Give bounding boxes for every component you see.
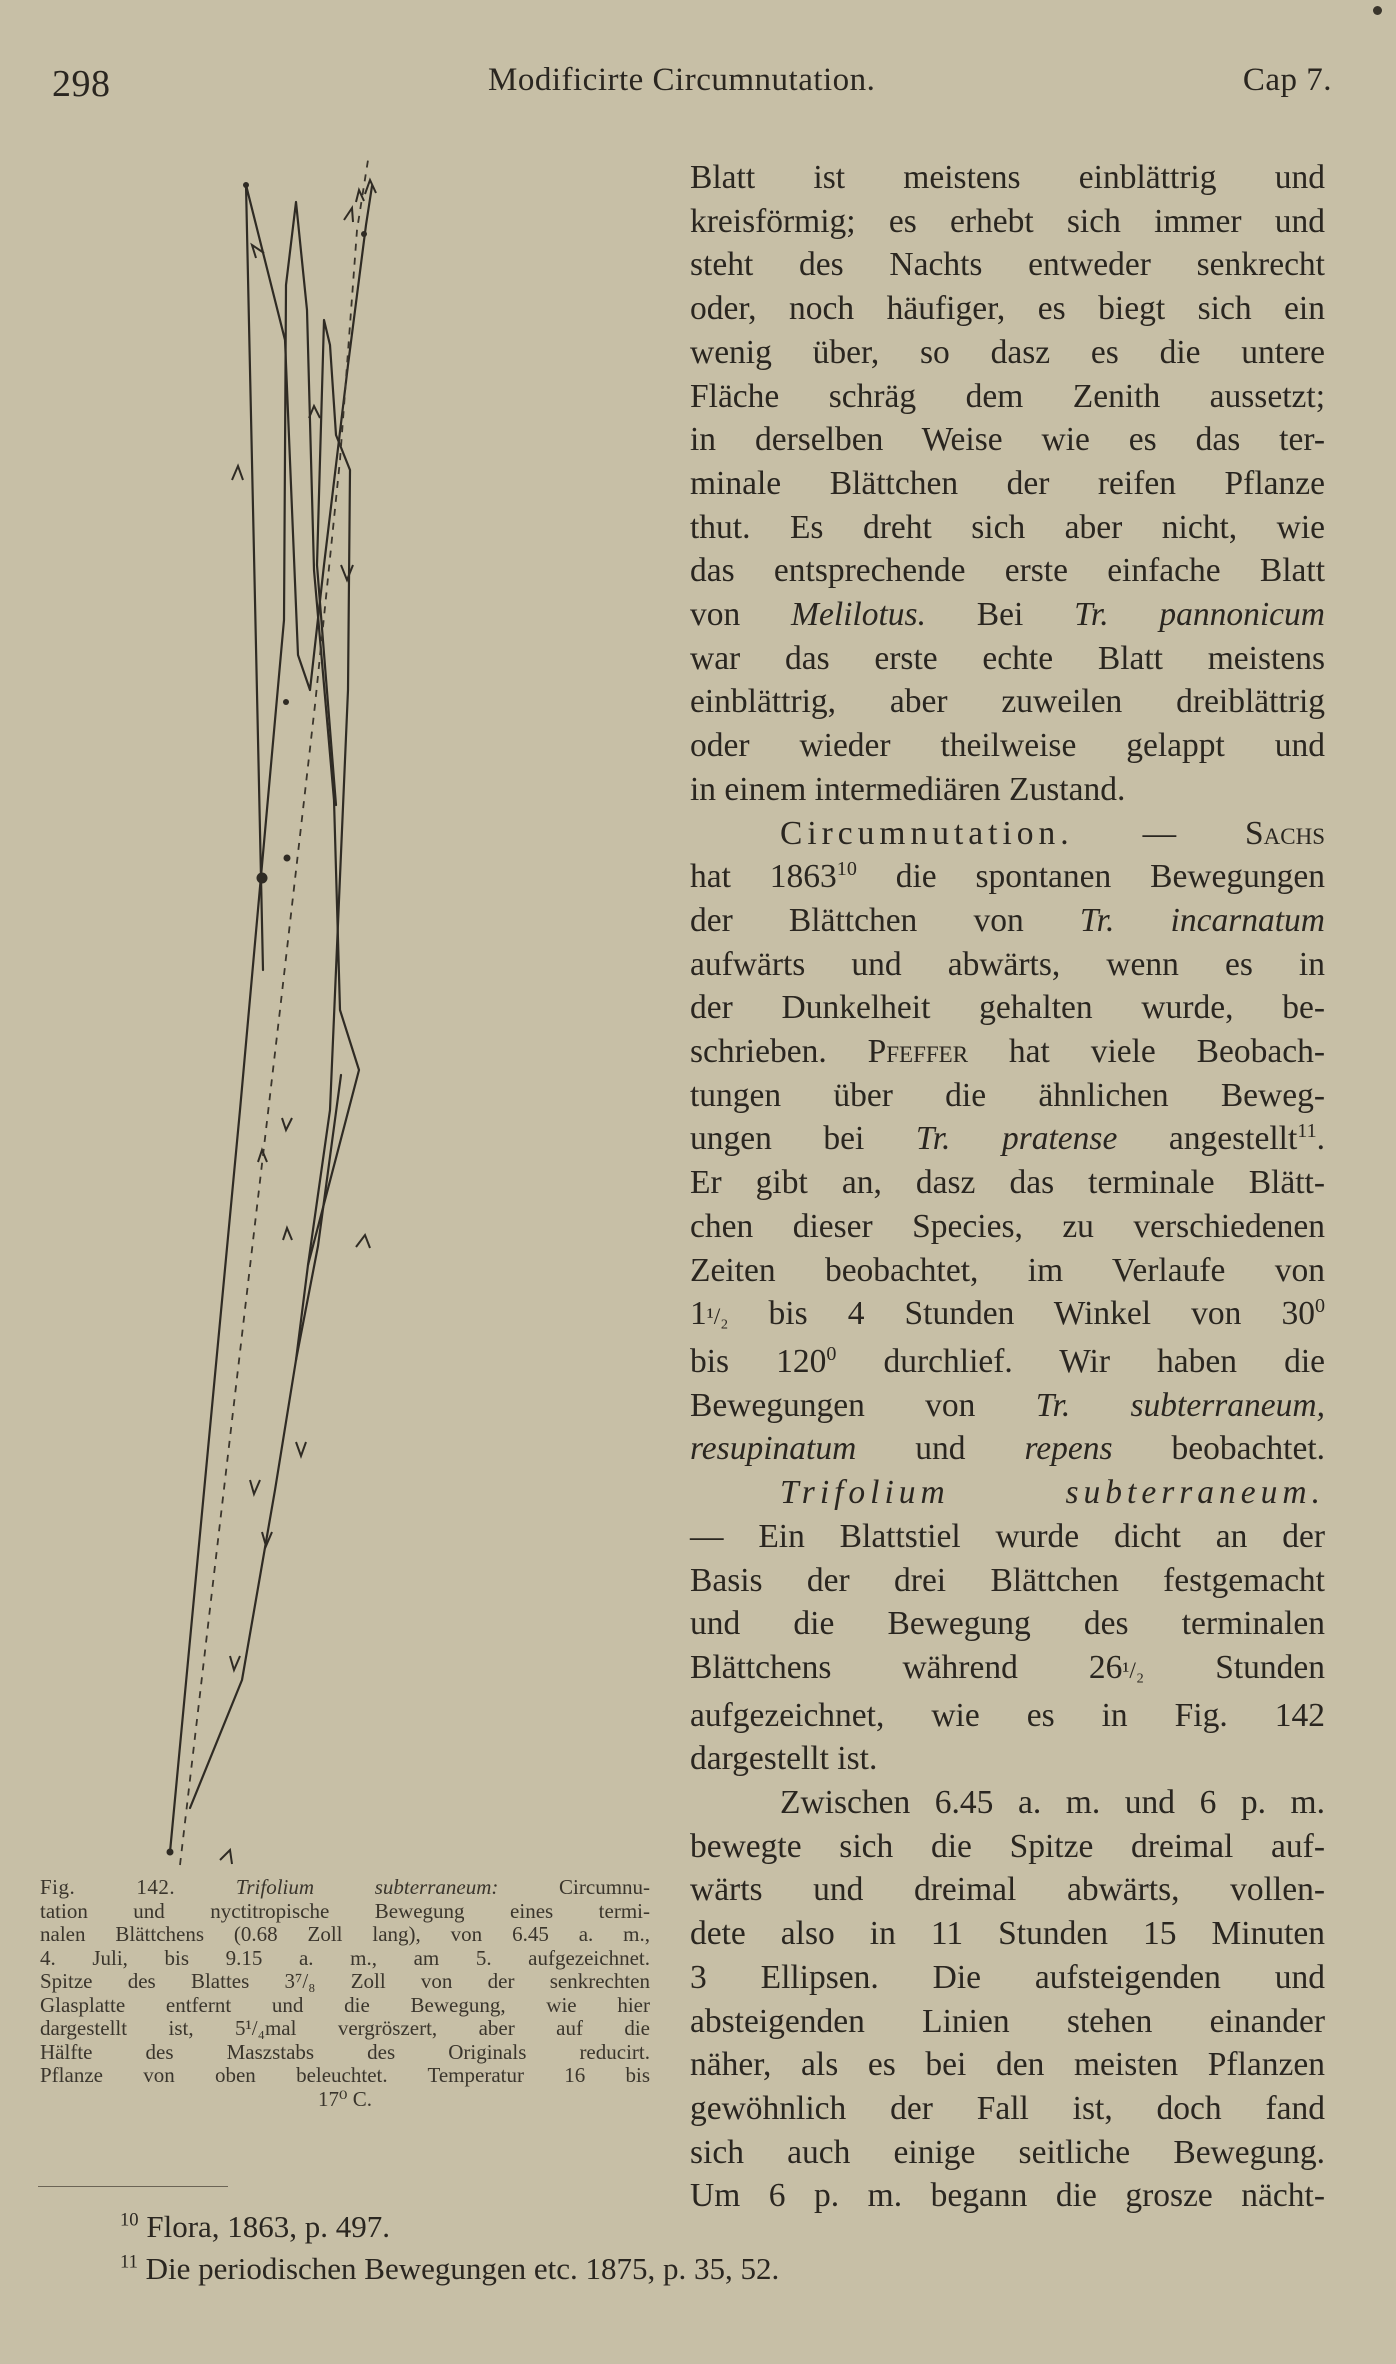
- author-name: Pfeffer: [867, 1033, 969, 1071]
- text-run: beobachtet.: [1171, 1430, 1326, 1468]
- fraction: ¹/₂: [706, 1304, 729, 1331]
- text-run: Bei: [976, 596, 1024, 634]
- caption-line: dargestellt ist, 5¹/₄mal vergröszert, aber auf die: [40, 2016, 650, 2040]
- text-line: [690, 1117, 1325, 1161]
- figure-species: Trifolium subterraneum:: [235, 1875, 499, 1899]
- caption-line: 4. Juli, bis 9.15 a. m., am 5. aufgezeichnet.: [40, 1945, 650, 1970]
- text-line: und die Bewegung des terminalen: [690, 1605, 1325, 1643]
- section-heading-line: [690, 812, 1325, 856]
- text-line: minale Blättchen der reifen Pflanze: [690, 464, 1325, 502]
- section-heading: Circumnutation.: [780, 814, 1074, 852]
- text-line: oder wieder theilweise gelappt und: [690, 727, 1325, 765]
- text-line: Um 6 p. m. begann die grosze nächt-: [690, 2177, 1325, 2215]
- text-run: [769, 1295, 1325, 1332]
- footnote-rule: [38, 2186, 228, 2187]
- text-line: tungen über die ähnlichen Beweg-: [690, 1076, 1325, 1114]
- position-dot: [283, 699, 289, 705]
- text-line: thut. Es dreht sich aber nicht, wie: [690, 508, 1325, 546]
- species-name: Tr. incarnatum: [1079, 901, 1325, 939]
- text-run: durchlief. Wir haben die: [883, 1342, 1326, 1380]
- section-heading-line: [690, 1471, 1325, 1515]
- number: 1: [690, 1295, 707, 1333]
- caption-line: Glasplatte entfernt und die Bewegung, wie hier: [40, 1992, 650, 2017]
- caption-line: Spitze des Blattes 3⁷/₈ Zoll von der senkrechten: [40, 1969, 650, 1993]
- text-run: hat viele Beobach-: [1008, 1033, 1326, 1071]
- text-line: der Dunkelheit gehalten wurde, be-: [690, 989, 1325, 1027]
- text-run: .: [1316, 1120, 1326, 1158]
- species-name: repens: [1024, 1430, 1113, 1468]
- footnote-number: 11: [120, 2251, 138, 2273]
- text-line: [690, 593, 1325, 637]
- text-line: aufwärts und abwärts, wenn es in: [690, 945, 1325, 983]
- text-line: kreisförmig; es erhebt sich immer und: [690, 202, 1325, 240]
- degree-mark: 0: [1314, 1295, 1326, 1318]
- arrow-head: [232, 466, 243, 480]
- running-title: Modificirte Circumnutation.: [488, 62, 876, 98]
- text-line: dargestellt ist.: [690, 1740, 878, 1778]
- text-run: Blättchens während 26: [690, 1648, 1123, 1686]
- text-line: bewegte sich die Spitze dreimal auf-: [690, 1827, 1325, 1865]
- movement-trace: [170, 202, 359, 1852]
- text-line: [690, 1340, 1325, 1384]
- position-dot: [257, 873, 268, 884]
- caption-text: Circumnu-: [559, 1875, 651, 1899]
- text-line: [690, 1292, 1325, 1340]
- text-line: Blatt ist meistens einblättrig und: [690, 159, 1325, 196]
- text-line: [690, 1384, 1325, 1428]
- page-number: 298: [52, 63, 111, 105]
- text-line: gewöhnlich der Fall ist, doch fand: [690, 2089, 1325, 2127]
- text-line: [690, 1030, 1325, 1074]
- footnote-number: 10: [120, 2209, 139, 2231]
- footnote: [120, 2248, 779, 2290]
- arrow-head: [220, 1850, 232, 1864]
- caption-line: Pflanze von oben beleuchtet. Temperatur 16 bis: [40, 2063, 650, 2087]
- species-name: resupinatum: [690, 1430, 857, 1468]
- movement-trace: [308, 320, 350, 1265]
- text-line: näher, als es bei den meisten Pflanzen: [690, 2046, 1325, 2084]
- figure-label: Fig. 142.: [40, 1875, 176, 1899]
- text-line: wärts und dreimal abwärts, vollen-: [690, 1871, 1325, 1909]
- text-run: bis 120: [690, 1342, 827, 1380]
- text-line: oder, noch häufiger, es biegt sich ein: [690, 290, 1325, 328]
- species-name: Tr. subterraneum,: [1035, 1386, 1325, 1424]
- body-text: [690, 156, 1325, 2218]
- species-name: Tr. pratense: [915, 1120, 1118, 1158]
- caption-line: tation und nyctitropische Bewegung eines termi-: [40, 1898, 650, 1923]
- arrow-head: [356, 1235, 370, 1248]
- text-line: steht des Nachts entweder senkrecht: [690, 246, 1325, 284]
- text-run: schrieben.: [690, 1033, 827, 1071]
- text-line: [690, 899, 1325, 943]
- page-speck: [1373, 6, 1382, 15]
- text-line: wenig über, so dasz es die untere: [690, 333, 1325, 371]
- text-line: Fläche schräg dem Zenith aussetzt;: [690, 377, 1325, 415]
- text-line: Er gibt an, dasz das terminale Blätt-: [690, 1164, 1325, 1202]
- footnote-ref: 10: [836, 858, 857, 881]
- text-line: [690, 1427, 1325, 1471]
- text-line: Zwischen 6.45 a. m. und 6 p. m.: [780, 1784, 1325, 1822]
- text-line: chen dieser Species, zu verschiedenen: [690, 1207, 1325, 1245]
- text-run: [690, 1649, 1144, 1686]
- text-run: ungen bei: [690, 1120, 865, 1158]
- movement-trace: [296, 1075, 341, 1360]
- species-name: Melilotus.: [791, 596, 926, 634]
- species-name: Tr. pannonicum: [1074, 596, 1325, 634]
- text-line: 3 Ellipsen. Die aufsteigenden und: [690, 1958, 1325, 1996]
- end-dot: [167, 1849, 174, 1856]
- text-line: war das erste echte Blatt meistens: [690, 639, 1325, 677]
- arrow-head: [283, 1228, 292, 1240]
- text-line: [690, 1646, 1325, 1694]
- text-line: das entsprechende erste einfache Blatt: [690, 552, 1325, 590]
- text-run: [690, 1295, 728, 1332]
- arrow-head: [296, 1442, 306, 1456]
- text-run: und: [915, 1430, 966, 1468]
- text-line: einblättrig, aber zuweilen dreiblättrig: [690, 683, 1325, 721]
- text-run: bis 4 Stunden Winkel von 30: [768, 1295, 1315, 1333]
- figure-caption: [40, 1876, 650, 2111]
- text-line: Basis der drei Blättchen festgemacht: [690, 1561, 1325, 1599]
- footnote-text: Die periodischen Bewegungen etc. 1875, p. 35, 52.: [145, 2251, 780, 2286]
- footnote: [120, 2206, 779, 2248]
- arrow-head: [258, 1150, 267, 1162]
- fraction: ¹/₂: [1122, 1657, 1145, 1684]
- text-run: von: [690, 596, 741, 634]
- section-heading: Trifolium subterraneum.: [780, 1474, 1325, 1512]
- footnotes: [120, 2206, 779, 2290]
- text-line: dete also in 11 Stunden 15 Minuten: [690, 1915, 1325, 1953]
- text-run: Bewegungen von: [690, 1386, 976, 1424]
- text-line: aufgezeichnet, wie es in Fig. 142: [690, 1696, 1325, 1734]
- text-line: absteigenden Linien stehen einander: [690, 2002, 1325, 2040]
- start-dot: [361, 231, 367, 237]
- text-run: [690, 1343, 836, 1380]
- text-run: hat 1863: [690, 858, 837, 896]
- degree-mark: 0: [826, 1342, 837, 1365]
- caption-line: 17⁰ C.: [318, 2086, 372, 2111]
- text-line: Zeiten beobachtet, im Verlaufe von: [690, 1251, 1325, 1289]
- caption-line: Hälfte des Maszstabs des Originals reducirt.: [40, 2039, 650, 2064]
- start-dot: [243, 182, 249, 188]
- text-run: der Blättchen von: [690, 901, 1024, 939]
- text-line: in einem intermediären Zustand.: [690, 770, 1126, 808]
- text-run: angestellt: [1168, 1120, 1298, 1158]
- movement-trace: [246, 185, 372, 970]
- footnote-ref: 11: [1297, 1120, 1317, 1143]
- arrow-head: [341, 565, 353, 580]
- footnote-text: Flora, 1863, p. 497.: [146, 2209, 391, 2244]
- text-line: in derselben Weise wie es das ter-: [690, 421, 1325, 459]
- position-dot: [284, 855, 291, 862]
- arrow-head: [344, 208, 353, 222]
- arrow-head: [250, 1480, 260, 1494]
- text-run: die spontanen Bewegungen: [895, 858, 1325, 896]
- caption-line: nalen Blättchens (0.68 Zoll lang), von 6.45 a. m.,: [40, 1922, 650, 1946]
- chapter-label: Cap 7.: [1242, 62, 1332, 98]
- arrow-head: [282, 1118, 292, 1130]
- text-line: — Ein Blattstiel wurde dicht an der: [690, 1517, 1325, 1555]
- arrow-head: [230, 1656, 240, 1670]
- text-line: sich auch einige seitliche Bewegung.: [690, 2133, 1325, 2171]
- text-run: Stunden: [1215, 1648, 1326, 1686]
- text-line: [690, 855, 1325, 899]
- author-name: — Sachs: [1142, 814, 1326, 852]
- circumnutation-figure: [150, 150, 650, 1870]
